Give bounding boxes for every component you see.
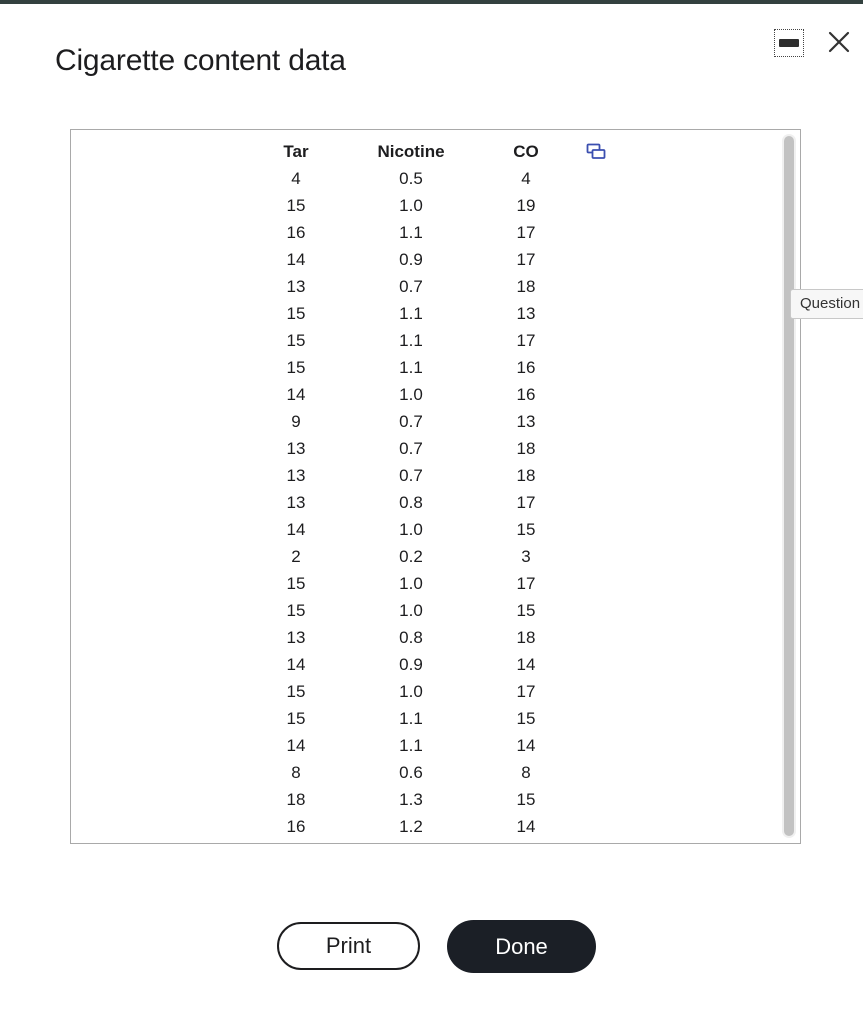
cell-nicotine: 1.1 (399, 303, 423, 323)
cell-co: 18 (516, 627, 536, 647)
cell-nicotine: 1.1 (399, 330, 423, 350)
table-row (266, 732, 556, 759)
cell-tar: 16 (286, 222, 306, 242)
table-row (266, 246, 556, 273)
cell-co: 16 (516, 384, 536, 404)
cell-nicotine: 0.9 (399, 249, 423, 269)
cell-nicotine: 1.0 (399, 600, 423, 620)
cell-co: 17 (516, 681, 536, 701)
cell-nicotine: 0.7 (399, 438, 423, 458)
table-row (266, 489, 556, 516)
table-row (266, 516, 556, 543)
cell-tar: 14 (286, 249, 306, 269)
table-row (266, 597, 556, 624)
cell-co: 4 (521, 168, 531, 188)
cell-nicotine: 0.7 (399, 465, 423, 485)
cell-tar: 13 (286, 276, 306, 296)
cell-tar: 13 (286, 438, 306, 458)
cell-co: 17 (516, 492, 536, 512)
column-header-tar: Tar (283, 141, 309, 161)
cell-tar: 15 (286, 600, 306, 620)
table-row (266, 705, 556, 732)
table-row (266, 165, 556, 192)
table-row (266, 327, 556, 354)
cell-tar: 14 (286, 735, 306, 755)
cell-tar: 14 (286, 384, 306, 404)
cell-tar: 2 (291, 546, 301, 566)
table-row (266, 381, 556, 408)
cell-nicotine: 1.1 (399, 357, 423, 377)
minimize-button[interactable] (774, 29, 804, 57)
copy-to-clipboard-icon[interactable] (586, 143, 606, 161)
minimize-icon (779, 39, 799, 47)
cell-nicotine: 0.7 (399, 411, 423, 431)
vertical-scrollbar[interactable] (782, 134, 796, 838)
cell-tar: 16 (286, 816, 306, 836)
cell-nicotine: 1.2 (399, 816, 423, 836)
cell-tar: 15 (286, 573, 306, 593)
table-row (266, 192, 556, 219)
cell-co: 17 (516, 573, 536, 593)
cell-co: 18 (516, 465, 536, 485)
cell-co: 17 (516, 249, 536, 269)
cell-tar: 13 (286, 492, 306, 512)
cell-nicotine: 1.0 (399, 195, 423, 215)
cell-tar: 15 (286, 195, 306, 215)
cell-co: 14 (516, 816, 536, 836)
cell-nicotine: 1.0 (399, 681, 423, 701)
cell-co: 17 (516, 222, 536, 242)
table-row (266, 813, 556, 840)
cell-co: 3 (521, 546, 531, 566)
table-row (266, 408, 556, 435)
cell-nicotine: 0.5 (399, 168, 423, 188)
cell-nicotine: 0.6 (399, 762, 423, 782)
cell-nicotine: 1.1 (399, 708, 423, 728)
cell-co: 15 (516, 600, 536, 620)
question-side-tab[interactable]: Question (790, 289, 863, 319)
cell-tar: 15 (286, 303, 306, 323)
table-header-row (266, 138, 556, 165)
cell-nicotine: 1.0 (399, 519, 423, 539)
cell-tar: 8 (291, 762, 301, 782)
table-row (266, 300, 556, 327)
cell-nicotine: 1.1 (399, 222, 423, 242)
cell-co: 13 (516, 303, 536, 323)
table-row (266, 759, 556, 786)
table-row (266, 435, 556, 462)
cell-co: 8 (521, 762, 531, 782)
cell-co: 14 (516, 654, 536, 674)
cell-co: 13 (516, 411, 536, 431)
table-row (266, 570, 556, 597)
cell-nicotine: 0.8 (399, 627, 423, 647)
done-button[interactable]: Done (447, 920, 596, 973)
cell-tar: 18 (286, 789, 306, 809)
cell-tar: 9 (291, 411, 301, 431)
cell-tar: 15 (286, 330, 306, 350)
cell-tar: 14 (286, 519, 306, 539)
table-row (266, 354, 556, 381)
cell-co: 14 (516, 735, 536, 755)
data-table (266, 138, 556, 840)
cell-tar: 15 (286, 357, 306, 377)
cell-tar: 14 (286, 654, 306, 674)
column-header-nicotine: Nicotine (377, 141, 445, 161)
cell-co: 15 (516, 519, 536, 539)
cell-co: 15 (516, 789, 536, 809)
cell-tar: 13 (286, 627, 306, 647)
print-button[interactable]: Print (277, 922, 420, 970)
cell-co: 18 (516, 276, 536, 296)
column-header-co: CO (513, 141, 539, 161)
table-body (266, 165, 556, 840)
cell-nicotine: 1.1 (399, 735, 423, 755)
cell-co: 18 (516, 438, 536, 458)
cell-tar: 13 (286, 465, 306, 485)
scrollbar-thumb[interactable] (784, 136, 794, 836)
cell-nicotine: 1.0 (399, 384, 423, 404)
table-row (266, 624, 556, 651)
cell-co: 15 (516, 708, 536, 728)
cell-co: 19 (516, 195, 536, 215)
table-row (266, 651, 556, 678)
table-row (266, 543, 556, 570)
cell-tar: 4 (291, 168, 301, 188)
cell-nicotine: 0.8 (399, 492, 423, 512)
window-top-bar (0, 0, 863, 4)
dialog-title: Cigarette content data (55, 44, 346, 77)
table-row (266, 273, 556, 300)
cell-tar: 15 (286, 708, 306, 728)
cell-nicotine: 1.3 (399, 789, 423, 809)
table-row (266, 219, 556, 246)
cell-nicotine: 1.0 (399, 573, 423, 593)
cell-co: 16 (516, 357, 536, 377)
table-row (266, 462, 556, 489)
cell-co: 17 (516, 330, 536, 350)
cell-tar: 15 (286, 681, 306, 701)
cell-nicotine: 0.2 (399, 546, 423, 566)
cell-nicotine: 0.9 (399, 654, 423, 674)
close-icon[interactable] (825, 28, 853, 56)
table-row (266, 678, 556, 705)
cell-nicotine: 0.7 (399, 276, 423, 296)
table-row (266, 786, 556, 813)
